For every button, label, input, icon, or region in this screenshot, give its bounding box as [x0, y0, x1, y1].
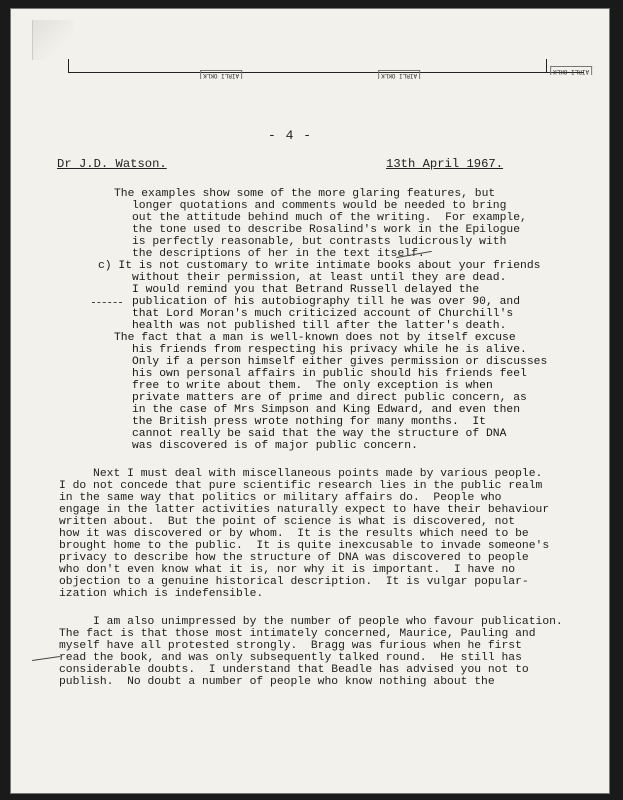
text-line: myself have all protested strongly. Bragg was furious when he first — [59, 640, 522, 652]
text-line: private matters are of prime and direct public concern, as — [132, 392, 527, 404]
text-line: c) It is not customary to write intimate books about your friends — [98, 260, 541, 272]
text-line: was discovered is of major public concern. — [132, 440, 418, 452]
text-line: how it was discovered or by whom. It is the results which need to be — [59, 528, 529, 540]
text-line: I would remind you that Betrand Russell delayed the — [132, 284, 480, 296]
text-line: objection to a genuine historical description. It is vulgar popular- — [59, 576, 529, 588]
text-line: free to write about them. The only exception is when — [132, 380, 493, 392]
text-line: the tone used to describe Rosalind's work in the Epilogue — [132, 224, 521, 236]
text-line: Next I must deal with miscellaneous points made by various people. — [59, 468, 543, 480]
text-line: is perfectly reasonable, but contrasts ludicrously with — [132, 236, 507, 248]
text-line: that Lord Moran's much criticized account of Churchill's — [132, 308, 514, 320]
text-line: read the book, and was only subsequently talked round. He still has — [59, 652, 522, 664]
binder-tick — [68, 59, 69, 73]
margin-pen-mark — [92, 302, 122, 303]
binder-line — [68, 72, 584, 73]
binder-stamp: AIRLI OKLK — [378, 70, 420, 79]
text-line: the descriptions of her in the text itself. — [132, 248, 425, 260]
text-line: his friends from respecting his privacy while he is alive. — [132, 344, 527, 356]
text-line: cannot really be said that the way the structure of DNA — [132, 428, 507, 440]
text-line: Only if a person himself either gives permission or discusses — [132, 356, 548, 368]
text-line: longer quotations and comments would be needed to bring — [132, 200, 507, 212]
text-line: I am also unimpressed by the number of people who favour publication. — [59, 616, 563, 628]
text-line: ization which is indefensible. — [59, 588, 264, 600]
text-line: health was not published till after the latter's death. — [132, 320, 507, 332]
text-line: publish. No doubt a number of people who know nothing about the — [59, 676, 495, 688]
text-line: I do not concede that pure scientific research lies in the public realm — [59, 480, 543, 492]
text-line: in the same way that politics or military affairs do. People who — [59, 492, 502, 504]
binder-tick — [546, 59, 547, 73]
text-line: out the attitude behind much of the writing. For example, — [132, 212, 527, 224]
text-line: the British press wrote nothing for many months. It — [132, 416, 486, 428]
binder-stamp: AIRLI OKLK — [200, 70, 242, 79]
text-line: The examples show some of the more glaring features, but — [114, 188, 496, 200]
text-line: in the case of Mrs Simpson and King Edward, and even then — [132, 404, 521, 416]
addressee: Dr J.D. Watson. — [57, 157, 167, 171]
text-line: written about. But the point of science is what is discovered, not — [59, 516, 516, 528]
margin-pen-mark — [32, 656, 60, 661]
text-line: considerable doubts. I understand that Beadle has advised you not to — [59, 664, 529, 676]
text-line: publication of his autobiography till he was over 90, and — [132, 296, 521, 308]
text-line: brought home to the public. It is quite inexcusable to invade someone's — [59, 540, 550, 552]
page-number: - 4 - — [268, 128, 313, 143]
text-line: engage in the latter activities naturally expect to have their behaviour — [59, 504, 550, 516]
text-line: The fact that a man is well-known does not by itself excuse — [114, 332, 516, 344]
text-line: The fact is that those most intimately concerned, Maurice, Pauling and — [59, 628, 536, 640]
text-line: his own personal affairs in public should his friends feel — [132, 368, 527, 380]
text-line: privacy to describe how the structure of DNA was discovered to people — [59, 552, 529, 564]
binder-stamp: AIRLI OKLK — [550, 66, 592, 75]
document-page — [10, 8, 610, 794]
letter-date: 13th April 1967. — [386, 157, 504, 171]
text-line: who don't even know what it is, nor why it is important. I have no — [59, 564, 516, 576]
text-line: without their permission, at least until they are dead. — [132, 272, 507, 284]
corner-fold — [32, 20, 73, 60]
